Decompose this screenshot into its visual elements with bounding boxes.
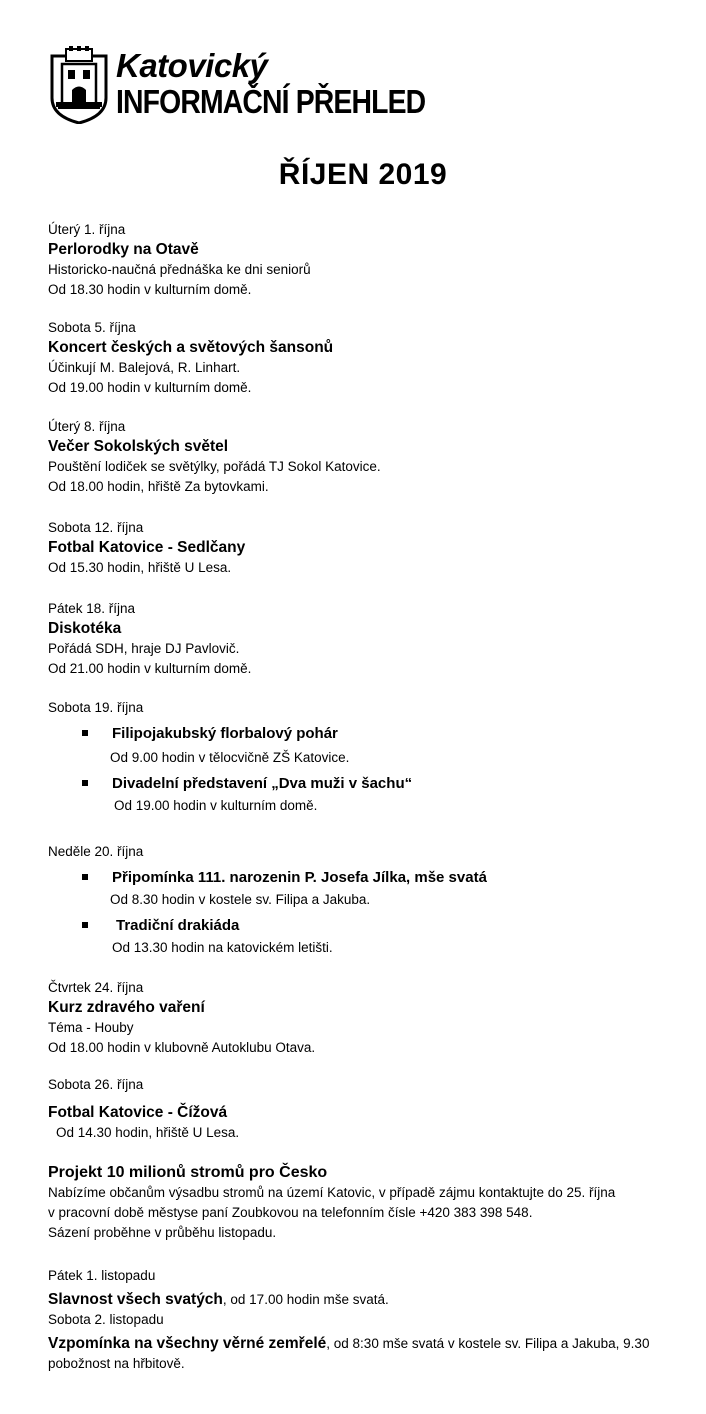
- event-title: Divadelní představení „Dva muži v šachu“: [112, 775, 413, 792]
- event-date: Úterý 1. října: [48, 222, 126, 237]
- event-title: Vzpomínka na všechny věrné zemřelé: [48, 1335, 327, 1352]
- event-detail: , od 17.00 hodin mše svatá.: [222, 1292, 389, 1307]
- bullet-item: [48, 774, 688, 796]
- event-detail: Od 19.00 hodin v kulturním domě.: [114, 798, 318, 813]
- event-date: Sobota 19. října: [48, 700, 144, 715]
- event-title: Připomínka 111. narozenin P. Josefa Jílka, mše svatá: [112, 869, 487, 886]
- town-crest-icon: [48, 46, 110, 124]
- event-item: [48, 518, 688, 578]
- event-detail: Pořádá SDH, hraje DJ Pavlovič.: [48, 641, 240, 656]
- event-detail: Od 13.30 hodin na katovickém letišti.: [112, 940, 333, 955]
- event-date: Čtvrtek 24. října: [48, 980, 144, 995]
- project-text: Nabízíme občanům výsadbu stromů na území Katovic, v případě zájmu kontaktujte do 25. října: [48, 1185, 616, 1200]
- event-day-group: [48, 842, 688, 958]
- event-detail: Účinkují M. Balejová, R. Linhart.: [48, 360, 241, 375]
- event-detail: Od 8.30 hodin v kostele sv. Filipa a Jakuba.: [110, 892, 371, 907]
- event-title: Fotbal Katovice - Čížová: [48, 1104, 228, 1121]
- event-date: Sobota 2. listopadu: [48, 1312, 164, 1327]
- project-notice: [48, 1163, 688, 1243]
- project-text: Sázení proběhne v průběhu listopadu.: [48, 1225, 277, 1240]
- bullet-item: [48, 916, 688, 938]
- event-title: Fotbal Katovice - Sedlčany: [48, 539, 246, 556]
- event-item: [48, 220, 688, 300]
- event-date: Sobota 5. října: [48, 320, 136, 335]
- event-title: Tradiční drakiáda: [116, 917, 240, 934]
- event-day-group: [48, 698, 688, 816]
- event-detail: Od 18.00 hodin v klubovně Autoklubu Otava.: [48, 1040, 316, 1055]
- event-detail: Téma - Houby: [48, 1020, 134, 1035]
- bullet-icon: [82, 780, 88, 786]
- event-title: Slavnost všech svatých: [48, 1291, 223, 1308]
- event-title: Diskotéka: [48, 620, 122, 637]
- event-date: Úterý 8. října: [48, 419, 126, 434]
- event-item: [48, 318, 688, 398]
- event-date: Pátek 1. listopadu: [48, 1268, 156, 1283]
- event-title: Kurz zdravého vaření: [48, 999, 205, 1016]
- bullet-icon: [82, 874, 88, 880]
- event-detail: Od 18.00 hodin, hřiště Za bytovkami.: [48, 479, 269, 494]
- event-detail: Od 9.00 hodin v tělocvičně ZŠ Katovice.: [110, 750, 350, 765]
- masthead: [48, 46, 426, 126]
- event-title: Večer Sokolských světel: [48, 438, 229, 455]
- event-title: Koncert českých a světových šansonů: [48, 339, 334, 356]
- project-title: Projekt 10 milionů stromů pro Česko: [48, 1164, 328, 1181]
- event-title: Perlorodky na Otavě: [48, 241, 199, 258]
- event-detail: pobožnost na hřbitově.: [48, 1356, 185, 1371]
- event-line: [48, 1290, 688, 1310]
- bullet-item: [48, 724, 688, 746]
- event-date: Sobota 12. října: [48, 520, 144, 535]
- event-item: [48, 978, 688, 1058]
- bullet-icon: [82, 922, 88, 928]
- event-detail: Od 21.00 hodin v kulturním domě.: [48, 661, 252, 676]
- event-item: [48, 417, 688, 497]
- project-text: v pracovní době městyse paní Zoubkovou na telefonním čísle +420 383 398 548.: [48, 1205, 533, 1220]
- bullet-icon: [82, 730, 88, 736]
- november-events: [48, 1266, 688, 1374]
- event-detail: Od 15.30 hodin, hřiště U Lesa.: [48, 560, 232, 575]
- event-date: Pátek 18. října: [48, 601, 136, 616]
- bullet-item: [48, 868, 688, 890]
- event-detail: , od 8:30 mše svatá v kostele sv. Filipa a Jakuba, 9.30: [326, 1336, 650, 1351]
- event-detail: Od 19.00 hodin v kulturním domě.: [48, 380, 252, 395]
- event-detail: Od 18.30 hodin v kulturním domě.: [48, 282, 252, 297]
- event-detail: Historicko-naučná přednáška ke dni seniorů: [48, 262, 311, 277]
- month-heading: ŘÍJEN 2019: [278, 158, 448, 191]
- event-line: [48, 1334, 688, 1354]
- event-date: Neděle 20. října: [48, 844, 144, 859]
- event-item: [48, 599, 688, 679]
- event-date: Sobota 26. října: [48, 1077, 144, 1092]
- event-title: Filipojakubský florbalový pohár: [112, 725, 338, 742]
- brand-subtitle: INFORMAČNÍ PŘEHLED: [116, 83, 426, 120]
- event-detail: Od 14.30 hodin, hřiště U Lesa.: [56, 1125, 240, 1140]
- brand-name: Katovický: [116, 47, 268, 84]
- event-item: [48, 1075, 688, 1143]
- event-detail: Pouštění lodiček se světýlky, pořádá TJ Sokol Katovice.: [48, 459, 381, 474]
